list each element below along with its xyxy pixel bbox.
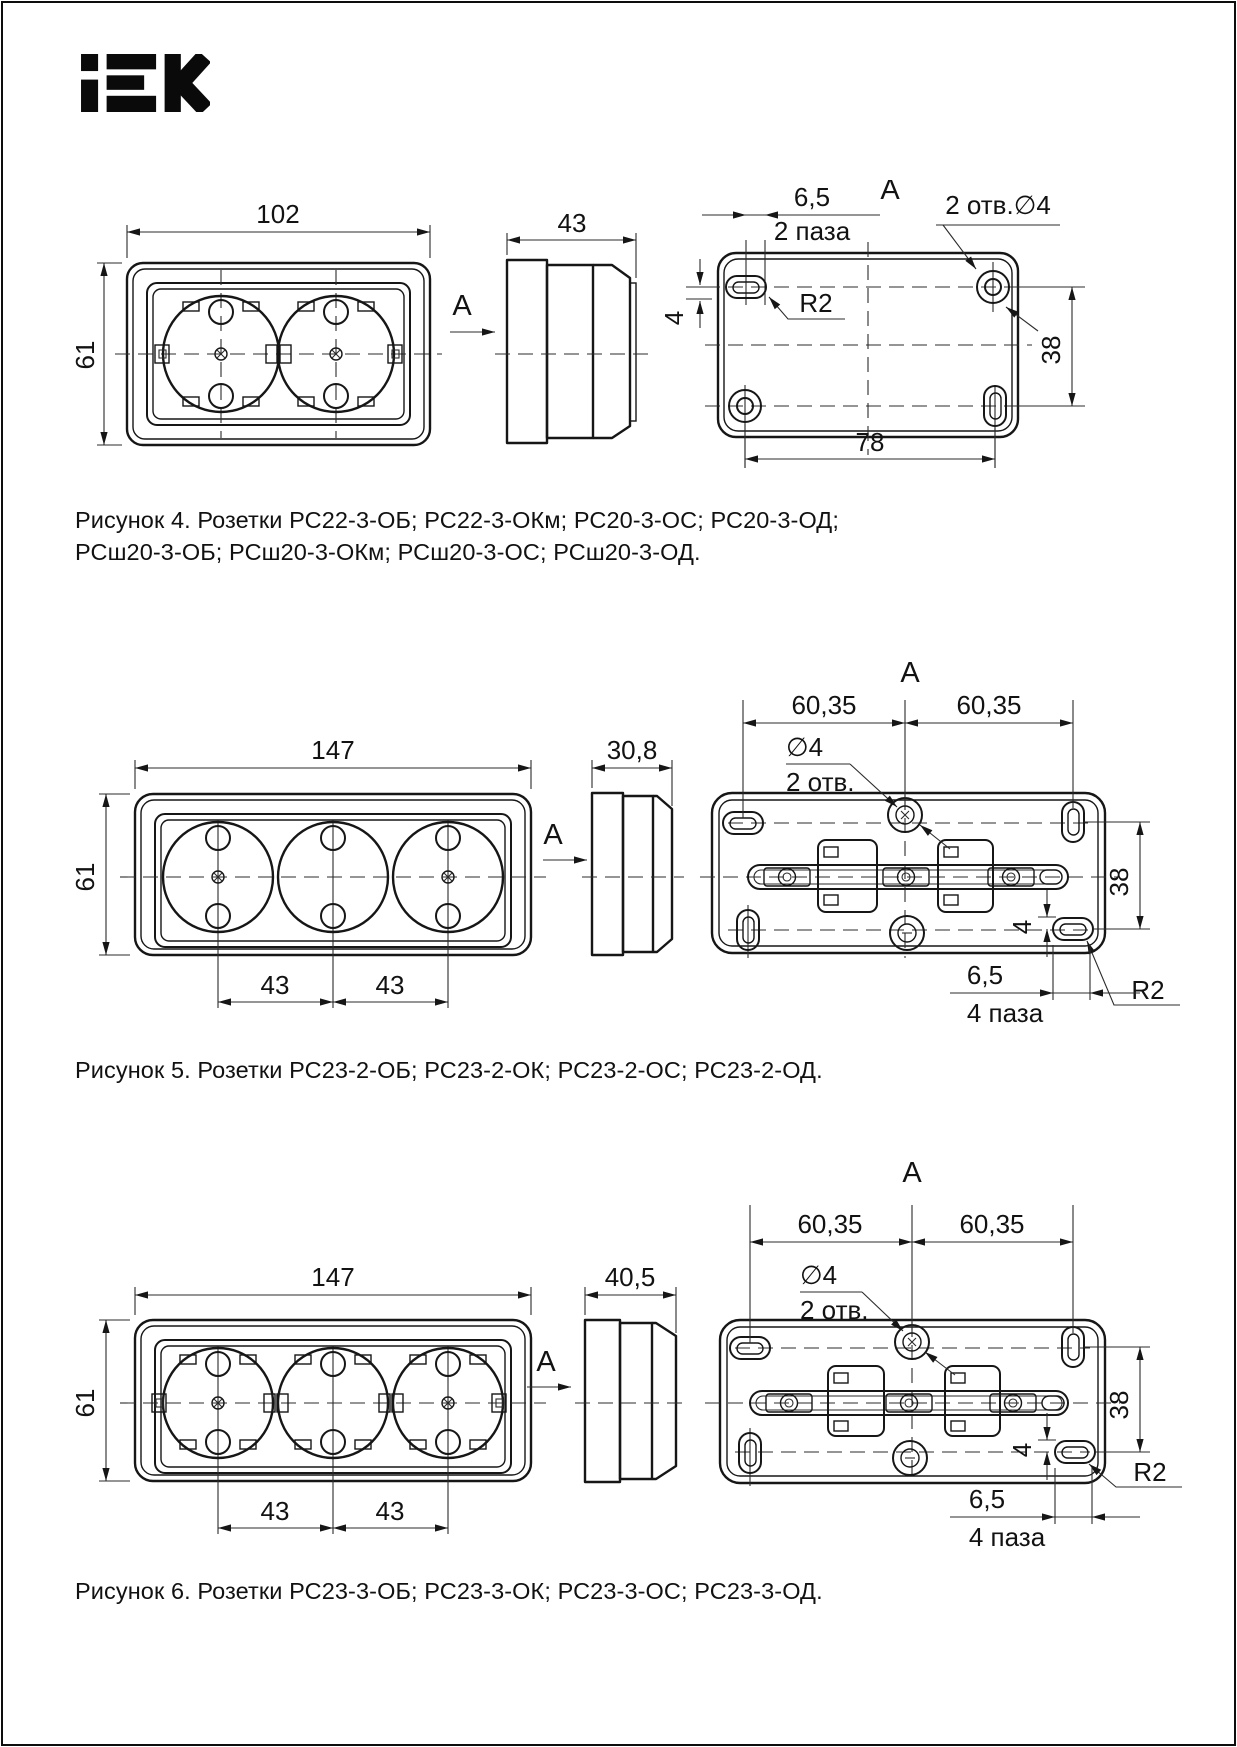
figure5-caption [75, 1054, 823, 1086]
fig6-dim-38: 38 [1104, 1390, 1134, 1420]
fig6-dim-pitch-right: 43 [375, 1496, 405, 1526]
figure5-caption-line1: Рисунок 5. Розетки РС23-2-ОБ; РС23-2-ОК; РС23-2-ОС; РС23-2-ОД. [75, 1057, 823, 1083]
fig5-back-view-label: A [900, 657, 920, 689]
fig5-dim-38: 38 [1104, 867, 1134, 897]
fig4-dim-38: 38 [1036, 335, 1066, 365]
figure4-caption-line1: Рисунок 4. Розетки РС22-3-ОБ; РС22-3-ОКм; РС20-3-ОС; РС20-3-ОД; [75, 507, 839, 533]
fig5-holes-note: 2 отв. [786, 767, 855, 797]
figure6-drawing [0, 1150, 1237, 1560]
fig5-dim-depth: 30,8 [606, 735, 658, 765]
fig4-dim-slot-width: 6,5 [793, 182, 831, 212]
fig5-dim-slot-width: 6,5 [966, 960, 1004, 990]
fig4-dim-width: 102 [256, 199, 300, 229]
fig4-slot-note: 2 паза [773, 216, 851, 246]
fig5-back-view [700, 793, 1120, 958]
fig5-slot-note: 4 паза [966, 998, 1044, 1028]
fig6-front-dimensions [70, 1262, 531, 1528]
fig5-dim-span-right: 60,35 [956, 690, 1022, 720]
fig6-dim-span-right: 60,35 [959, 1209, 1025, 1239]
fig4-back-view-label: A [880, 180, 900, 206]
fig6-dim-height: 61 [70, 1388, 100, 1418]
figure4-drawing [0, 180, 1237, 470]
fig6-dim-slot-offset: 4 [1007, 1442, 1037, 1458]
fig6-front-view [120, 1320, 546, 1534]
fig6-dim-depth: 40,5 [604, 1262, 656, 1292]
fig5-back-annotations [743, 657, 1180, 1028]
fig5-front-view [120, 794, 546, 1008]
fig6-back-view-label: A [902, 1157, 922, 1189]
fig4-back-annotations [659, 180, 1085, 468]
figure4-caption-line2: РСш20-3-ОБ; РСш20-3-ОКм; РСш20-3-ОС; РСш20-3-ОД. [75, 539, 701, 565]
fig6-dim-width: 147 [311, 1262, 355, 1292]
figure5-drawing [0, 600, 1237, 1040]
fig5-radius-label: R2 [1131, 975, 1165, 1005]
fig4-dim-depth: 43 [557, 208, 587, 238]
fig5-dim-span-left: 60,35 [791, 690, 857, 720]
fig4-front-dimensions [70, 199, 430, 445]
figure4-caption [75, 504, 839, 568]
fig5-front-dimensions [70, 735, 531, 1002]
fig5-dim-slot-offset: 4 [1007, 919, 1037, 935]
fig6-back-annotations [750, 1157, 1182, 1552]
fig6-dim-pitch-left: 43 [260, 1496, 290, 1526]
fig6-slot-note: 4 паза [968, 1522, 1046, 1552]
fig6-hole-dia-label: ∅4 [800, 1260, 838, 1290]
fig4-side-view [450, 208, 648, 443]
fig4-holes-note: 2 отв.∅4 [945, 190, 1051, 220]
fig4-dim-slot-offset: 4 [659, 310, 689, 326]
fig5-hole-dia-label: ∅4 [786, 732, 824, 762]
fig4-front-view [115, 263, 442, 445]
fig4-radius-label: R2 [799, 288, 833, 318]
fig6-dim-slot-width: 6,5 [968, 1484, 1006, 1514]
fig5-dim-pitch-right: 43 [375, 970, 405, 1000]
fig6-view-arrow-label: A [536, 1346, 556, 1378]
fig5-dim-pitch-left: 43 [260, 970, 290, 1000]
fig6-dim-span-left: 60,35 [797, 1209, 863, 1239]
fig6-back-view [705, 1320, 1120, 1486]
fig4-dim-78: 78 [855, 427, 885, 457]
iek-logo-icon [80, 54, 210, 112]
figure6-caption [75, 1575, 823, 1607]
fig5-dim-height: 61 [70, 862, 100, 892]
fig4-view-arrow-label: A [452, 290, 472, 322]
fig5-view-arrow-label: A [543, 819, 563, 851]
fig6-radius-label: R2 [1133, 1457, 1167, 1487]
fig5-side-view [543, 735, 684, 955]
fig6-side-view [527, 1262, 688, 1482]
fig6-holes-note: 2 отв. [800, 1295, 869, 1325]
fig5-dim-width: 147 [311, 735, 355, 765]
fig4-dim-height: 61 [70, 340, 100, 370]
figure6-caption-line1: Рисунок 6. Розетки РС23-3-ОБ; РС23-3-ОК; РС23-3-ОС; РС23-3-ОД. [75, 1578, 823, 1604]
